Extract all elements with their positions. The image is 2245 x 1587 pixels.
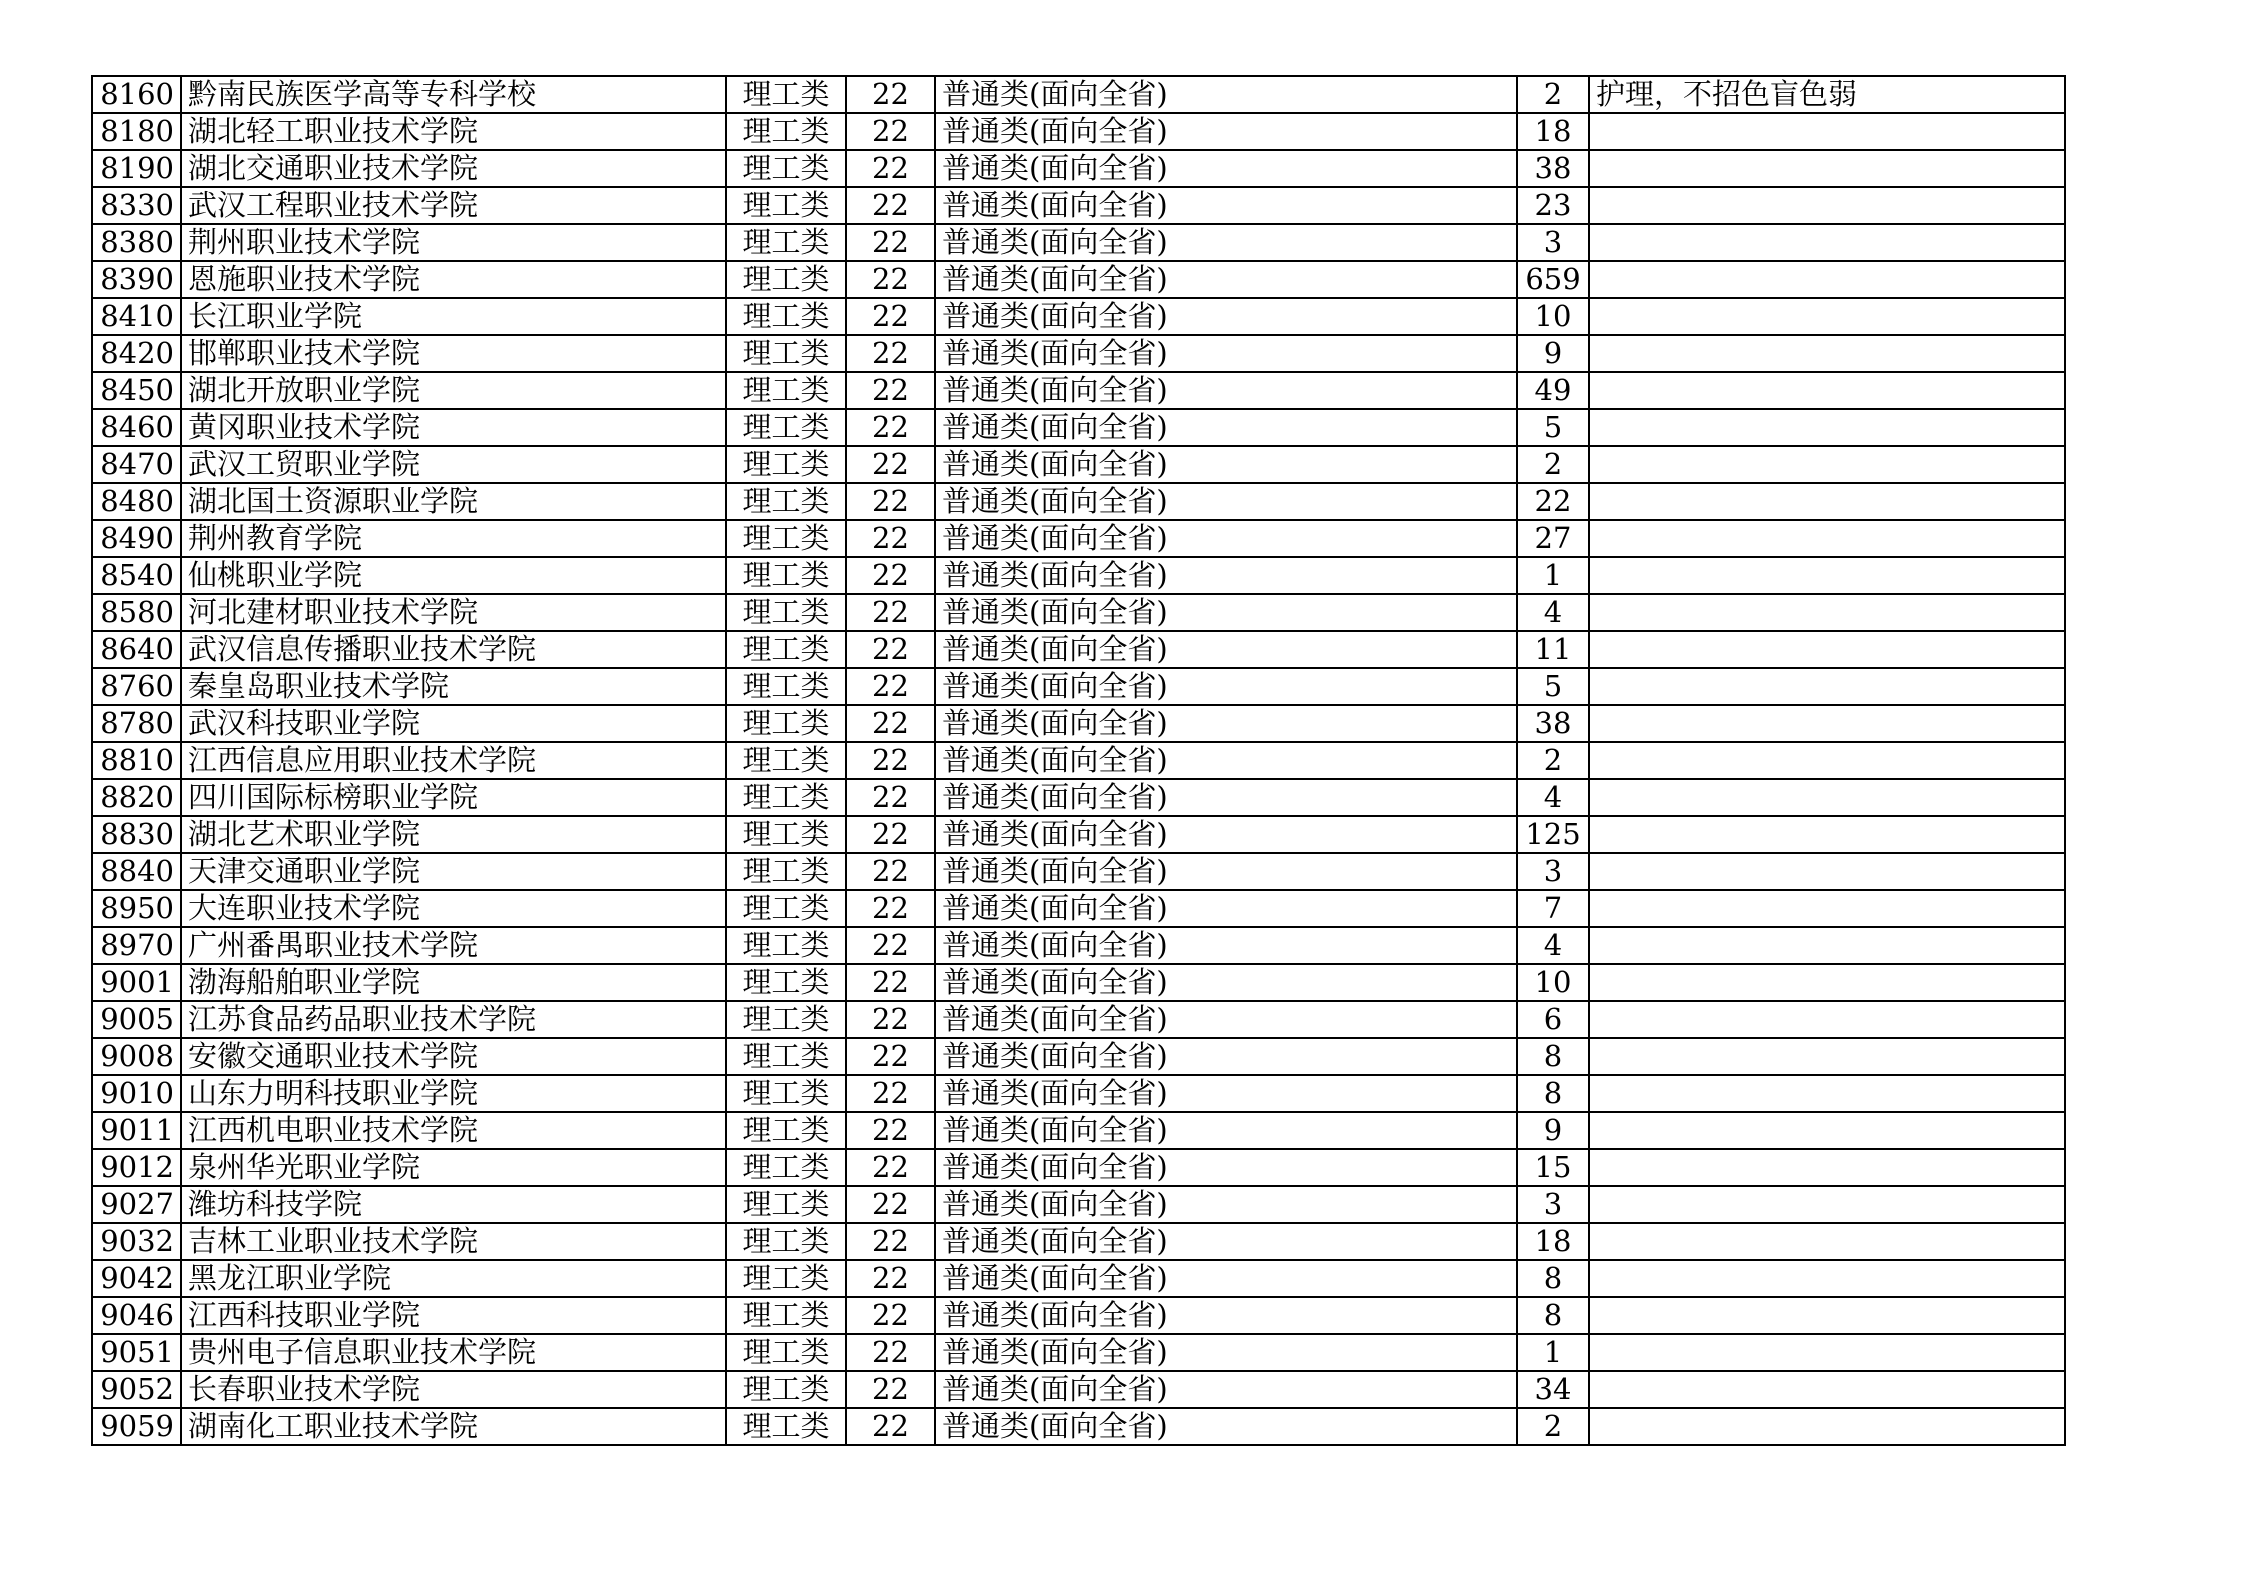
school-code-cell: 8480 <box>92 483 181 520</box>
batch-code-cell: 22 <box>846 705 935 742</box>
batch-code-cell: 22 <box>846 113 935 150</box>
plan-type-cell: 普通类(面向全省) <box>935 520 1517 557</box>
remarks-cell <box>1589 631 2065 668</box>
plan-type-cell: 普通类(面向全省) <box>935 446 1517 483</box>
plan-count-cell: 2 <box>1517 742 1589 779</box>
table-row <box>92 1149 2065 1186</box>
plan-type-cell: 普通类(面向全省) <box>935 1075 1517 1112</box>
table-row <box>92 927 2065 964</box>
table-row <box>92 409 2065 446</box>
school-code-cell: 8490 <box>92 520 181 557</box>
batch-code-cell: 22 <box>846 372 935 409</box>
school-code-cell: 8460 <box>92 409 181 446</box>
school-name-cell: 长江职业学院 <box>181 298 726 335</box>
table-row <box>92 1186 2065 1223</box>
plan-count-cell: 8 <box>1517 1297 1589 1334</box>
table-row <box>92 1075 2065 1112</box>
school-name-cell: 江西信息应用职业技术学院 <box>181 742 726 779</box>
plan-type-cell: 普通类(面向全省) <box>935 890 1517 927</box>
plan-type-cell: 普通类(面向全省) <box>935 964 1517 1001</box>
plan-type-cell: 普通类(面向全省) <box>935 261 1517 298</box>
subject-category-cell: 理工类 <box>726 964 846 1001</box>
school-name-cell: 黑龙江职业学院 <box>181 1260 726 1297</box>
remarks-cell <box>1589 150 2065 187</box>
subject-category-cell: 理工类 <box>726 409 846 446</box>
remarks-cell: 护理，不招色盲色弱 <box>1589 76 2065 113</box>
remarks-cell <box>1589 372 2065 409</box>
plan-count-cell: 10 <box>1517 964 1589 1001</box>
school-code-cell: 8820 <box>92 779 181 816</box>
plan-count-cell: 38 <box>1517 150 1589 187</box>
table-row <box>92 1260 2065 1297</box>
plan-type-cell: 普通类(面向全省) <box>935 1038 1517 1075</box>
school-code-cell: 8380 <box>92 224 181 261</box>
school-name-cell: 潍坊科技学院 <box>181 1186 726 1223</box>
school-code-cell: 8180 <box>92 113 181 150</box>
batch-code-cell: 22 <box>846 224 935 261</box>
subject-category-cell: 理工类 <box>726 1001 846 1038</box>
school-code-cell: 9051 <box>92 1334 181 1371</box>
remarks-cell <box>1589 1186 2065 1223</box>
remarks-cell <box>1589 1260 2065 1297</box>
school-name-cell: 武汉工程职业技术学院 <box>181 187 726 224</box>
batch-code-cell: 22 <box>846 816 935 853</box>
remarks-cell <box>1589 890 2065 927</box>
school-code-cell: 8830 <box>92 816 181 853</box>
table-row <box>92 594 2065 631</box>
batch-code-cell: 22 <box>846 298 935 335</box>
table-row <box>92 1371 2065 1408</box>
batch-code-cell: 22 <box>846 409 935 446</box>
school-name-cell: 邯郸职业技术学院 <box>181 335 726 372</box>
school-code-cell: 8190 <box>92 150 181 187</box>
school-name-cell: 江西机电职业技术学院 <box>181 1112 726 1149</box>
plan-type-cell: 普通类(面向全省) <box>935 1371 1517 1408</box>
subject-category-cell: 理工类 <box>726 76 846 113</box>
school-name-cell: 恩施职业技术学院 <box>181 261 726 298</box>
remarks-cell <box>1589 779 2065 816</box>
batch-code-cell: 22 <box>846 76 935 113</box>
plan-count-cell: 2 <box>1517 76 1589 113</box>
plan-count-cell: 10 <box>1517 298 1589 335</box>
table-row <box>92 520 2065 557</box>
batch-code-cell: 22 <box>846 890 935 927</box>
plan-type-cell: 普通类(面向全省) <box>935 1297 1517 1334</box>
batch-code-cell: 22 <box>846 1038 935 1075</box>
batch-code-cell: 22 <box>846 594 935 631</box>
batch-code-cell: 22 <box>846 631 935 668</box>
plan-count-cell: 22 <box>1517 483 1589 520</box>
remarks-cell <box>1589 705 2065 742</box>
school-code-cell: 9001 <box>92 964 181 1001</box>
subject-category-cell: 理工类 <box>726 261 846 298</box>
admissions-table <box>91 75 2066 1446</box>
plan-type-cell: 普通类(面向全省) <box>935 150 1517 187</box>
table-row <box>92 631 2065 668</box>
table-row <box>92 890 2065 927</box>
remarks-cell <box>1589 816 2065 853</box>
plan-type-cell: 普通类(面向全省) <box>935 298 1517 335</box>
batch-code-cell: 22 <box>846 1112 935 1149</box>
subject-category-cell: 理工类 <box>726 446 846 483</box>
subject-category-cell: 理工类 <box>726 483 846 520</box>
plan-count-cell: 9 <box>1517 335 1589 372</box>
subject-category-cell: 理工类 <box>726 187 846 224</box>
table-row <box>92 261 2065 298</box>
school-code-cell: 8780 <box>92 705 181 742</box>
batch-code-cell: 22 <box>846 261 935 298</box>
school-code-cell: 9010 <box>92 1075 181 1112</box>
plan-type-cell: 普通类(面向全省) <box>935 557 1517 594</box>
plan-type-cell: 普通类(面向全省) <box>935 224 1517 261</box>
remarks-cell <box>1589 335 2065 372</box>
remarks-cell <box>1589 1334 2065 1371</box>
school-name-cell: 仙桃职业学院 <box>181 557 726 594</box>
plan-count-cell: 18 <box>1517 1223 1589 1260</box>
plan-count-cell: 34 <box>1517 1371 1589 1408</box>
batch-code-cell: 22 <box>846 927 935 964</box>
school-code-cell: 9046 <box>92 1297 181 1334</box>
subject-category-cell: 理工类 <box>726 1260 846 1297</box>
school-name-cell: 安徽交通职业技术学院 <box>181 1038 726 1075</box>
plan-type-cell: 普通类(面向全省) <box>935 409 1517 446</box>
plan-type-cell: 普通类(面向全省) <box>935 483 1517 520</box>
table-row <box>92 483 2065 520</box>
subject-category-cell: 理工类 <box>726 594 846 631</box>
batch-code-cell: 22 <box>846 557 935 594</box>
school-name-cell: 湖北国土资源职业学院 <box>181 483 726 520</box>
table-row <box>92 779 2065 816</box>
subject-category-cell: 理工类 <box>726 1038 846 1075</box>
plan-type-cell: 普通类(面向全省) <box>935 779 1517 816</box>
batch-code-cell: 22 <box>846 853 935 890</box>
school-code-cell: 9011 <box>92 1112 181 1149</box>
plan-type-cell: 普通类(面向全省) <box>935 335 1517 372</box>
batch-code-cell: 22 <box>846 1223 935 1260</box>
table-row <box>92 964 2065 1001</box>
subject-category-cell: 理工类 <box>726 520 846 557</box>
subject-category-cell: 理工类 <box>726 1371 846 1408</box>
plan-count-cell: 659 <box>1517 261 1589 298</box>
school-code-cell: 8450 <box>92 372 181 409</box>
remarks-cell <box>1589 409 2065 446</box>
school-code-cell: 9027 <box>92 1186 181 1223</box>
table-row <box>92 705 2065 742</box>
plan-count-cell: 27 <box>1517 520 1589 557</box>
remarks-cell <box>1589 594 2065 631</box>
school-code-cell: 9052 <box>92 1371 181 1408</box>
batch-code-cell: 22 <box>846 335 935 372</box>
plan-type-cell: 普通类(面向全省) <box>935 631 1517 668</box>
batch-code-cell: 22 <box>846 668 935 705</box>
school-name-cell: 武汉工贸职业学院 <box>181 446 726 483</box>
plan-count-cell: 4 <box>1517 779 1589 816</box>
table-row <box>92 557 2065 594</box>
plan-count-cell: 3 <box>1517 224 1589 261</box>
school-code-cell: 8540 <box>92 557 181 594</box>
table-row <box>92 335 2065 372</box>
remarks-cell <box>1589 1149 2065 1186</box>
subject-category-cell: 理工类 <box>726 372 846 409</box>
plan-type-cell: 普通类(面向全省) <box>935 372 1517 409</box>
plan-type-cell: 普通类(面向全省) <box>935 853 1517 890</box>
school-name-cell: 四川国际标榜职业学院 <box>181 779 726 816</box>
batch-code-cell: 22 <box>846 1075 935 1112</box>
subject-category-cell: 理工类 <box>726 631 846 668</box>
plan-count-cell: 5 <box>1517 409 1589 446</box>
plan-type-cell: 普通类(面向全省) <box>935 1112 1517 1149</box>
table-row <box>92 1408 2065 1445</box>
school-name-cell: 秦皇岛职业技术学院 <box>181 668 726 705</box>
table-body <box>92 76 2065 1445</box>
plan-count-cell: 38 <box>1517 705 1589 742</box>
plan-count-cell: 9 <box>1517 1112 1589 1149</box>
remarks-cell <box>1589 261 2065 298</box>
table-row <box>92 1334 2065 1371</box>
plan-type-cell: 普通类(面向全省) <box>935 668 1517 705</box>
table-row <box>92 742 2065 779</box>
school-code-cell: 9059 <box>92 1408 181 1445</box>
plan-count-cell: 3 <box>1517 1186 1589 1223</box>
plan-type-cell: 普通类(面向全省) <box>935 1260 1517 1297</box>
plan-count-cell: 6 <box>1517 1001 1589 1038</box>
plan-count-cell: 7 <box>1517 890 1589 927</box>
table-row <box>92 1001 2065 1038</box>
batch-code-cell: 22 <box>846 964 935 1001</box>
plan-count-cell: 4 <box>1517 594 1589 631</box>
table-row <box>92 224 2065 261</box>
batch-code-cell: 22 <box>846 1149 935 1186</box>
batch-code-cell: 22 <box>846 742 935 779</box>
table-row <box>92 150 2065 187</box>
remarks-cell <box>1589 446 2065 483</box>
school-code-cell: 8810 <box>92 742 181 779</box>
plan-type-cell: 普通类(面向全省) <box>935 742 1517 779</box>
table-row <box>92 853 2065 890</box>
remarks-cell <box>1589 187 2065 224</box>
school-name-cell: 黔南民族医学高等专科学校 <box>181 76 726 113</box>
school-name-cell: 长春职业技术学院 <box>181 1371 726 1408</box>
school-code-cell: 8640 <box>92 631 181 668</box>
subject-category-cell: 理工类 <box>726 1223 846 1260</box>
school-name-cell: 湖北轻工职业技术学院 <box>181 113 726 150</box>
plan-type-cell: 普通类(面向全省) <box>935 187 1517 224</box>
remarks-cell <box>1589 742 2065 779</box>
subject-category-cell: 理工类 <box>726 705 846 742</box>
table-row <box>92 668 2065 705</box>
school-name-cell: 荆州职业技术学院 <box>181 224 726 261</box>
batch-code-cell: 22 <box>846 1260 935 1297</box>
table-row <box>92 187 2065 224</box>
table-row <box>92 113 2065 150</box>
plan-type-cell: 普通类(面向全省) <box>935 927 1517 964</box>
school-name-cell: 武汉科技职业学院 <box>181 705 726 742</box>
remarks-cell <box>1589 668 2065 705</box>
plan-type-cell: 普通类(面向全省) <box>935 1223 1517 1260</box>
plan-count-cell: 125 <box>1517 816 1589 853</box>
table-row <box>92 446 2065 483</box>
remarks-cell <box>1589 1112 2065 1149</box>
plan-type-cell: 普通类(面向全省) <box>935 113 1517 150</box>
school-name-cell: 吉林工业职业技术学院 <box>181 1223 726 1260</box>
plan-count-cell: 15 <box>1517 1149 1589 1186</box>
subject-category-cell: 理工类 <box>726 742 846 779</box>
subject-category-cell: 理工类 <box>726 779 846 816</box>
school-name-cell: 广州番禺职业技术学院 <box>181 927 726 964</box>
table-row <box>92 1297 2065 1334</box>
subject-category-cell: 理工类 <box>726 1075 846 1112</box>
plan-count-cell: 8 <box>1517 1038 1589 1075</box>
plan-count-cell: 11 <box>1517 631 1589 668</box>
school-code-cell: 8580 <box>92 594 181 631</box>
school-code-cell: 8950 <box>92 890 181 927</box>
batch-code-cell: 22 <box>846 1297 935 1334</box>
school-name-cell: 泉州华光职业学院 <box>181 1149 726 1186</box>
plan-count-cell: 4 <box>1517 927 1589 964</box>
plan-type-cell: 普通类(面向全省) <box>935 1408 1517 1445</box>
school-name-cell: 贵州电子信息职业技术学院 <box>181 1334 726 1371</box>
school-code-cell: 9042 <box>92 1260 181 1297</box>
batch-code-cell: 22 <box>846 187 935 224</box>
batch-code-cell: 22 <box>846 1001 935 1038</box>
batch-code-cell: 22 <box>846 1186 935 1223</box>
plan-count-cell: 5 <box>1517 668 1589 705</box>
admissions-table-sheet <box>91 75 2066 1446</box>
school-code-cell: 8390 <box>92 261 181 298</box>
school-name-cell: 黄冈职业技术学院 <box>181 409 726 446</box>
subject-category-cell: 理工类 <box>726 1334 846 1371</box>
remarks-cell <box>1589 1038 2065 1075</box>
table-row <box>92 1038 2065 1075</box>
table-row <box>92 372 2065 409</box>
school-name-cell: 湖北开放职业学院 <box>181 372 726 409</box>
subject-category-cell: 理工类 <box>726 853 846 890</box>
remarks-cell <box>1589 964 2065 1001</box>
plan-count-cell: 23 <box>1517 187 1589 224</box>
school-name-cell: 大连职业技术学院 <box>181 890 726 927</box>
table-row <box>92 1112 2065 1149</box>
school-name-cell: 湖北交通职业技术学院 <box>181 150 726 187</box>
table-row <box>92 76 2065 113</box>
table-row <box>92 298 2065 335</box>
subject-category-cell: 理工类 <box>726 668 846 705</box>
plan-type-cell: 普通类(面向全省) <box>935 816 1517 853</box>
school-code-cell: 8160 <box>92 76 181 113</box>
batch-code-cell: 22 <box>846 1334 935 1371</box>
remarks-cell <box>1589 520 2065 557</box>
plan-count-cell: 49 <box>1517 372 1589 409</box>
remarks-cell <box>1589 1371 2065 1408</box>
school-code-cell: 8760 <box>92 668 181 705</box>
school-code-cell: 8330 <box>92 187 181 224</box>
plan-count-cell: 2 <box>1517 446 1589 483</box>
school-name-cell: 山东力明科技职业学院 <box>181 1075 726 1112</box>
plan-count-cell: 18 <box>1517 113 1589 150</box>
table-row <box>92 1223 2065 1260</box>
school-name-cell: 江苏食品药品职业技术学院 <box>181 1001 726 1038</box>
school-code-cell: 8840 <box>92 853 181 890</box>
plan-type-cell: 普通类(面向全省) <box>935 705 1517 742</box>
batch-code-cell: 22 <box>846 1371 935 1408</box>
subject-category-cell: 理工类 <box>726 557 846 594</box>
school-name-cell: 河北建材职业技术学院 <box>181 594 726 631</box>
subject-category-cell: 理工类 <box>726 298 846 335</box>
remarks-cell <box>1589 224 2065 261</box>
batch-code-cell: 22 <box>846 1408 935 1445</box>
subject-category-cell: 理工类 <box>726 1297 846 1334</box>
school-code-cell: 9012 <box>92 1149 181 1186</box>
plan-type-cell: 普通类(面向全省) <box>935 76 1517 113</box>
plan-count-cell: 8 <box>1517 1260 1589 1297</box>
school-name-cell: 湖南化工职业技术学院 <box>181 1408 726 1445</box>
batch-code-cell: 22 <box>846 779 935 816</box>
subject-category-cell: 理工类 <box>726 113 846 150</box>
subject-category-cell: 理工类 <box>726 1112 846 1149</box>
school-code-cell: 9005 <box>92 1001 181 1038</box>
plan-count-cell: 1 <box>1517 557 1589 594</box>
remarks-cell <box>1589 557 2065 594</box>
remarks-cell <box>1589 927 2065 964</box>
plan-count-cell: 2 <box>1517 1408 1589 1445</box>
subject-category-cell: 理工类 <box>726 890 846 927</box>
plan-type-cell: 普通类(面向全省) <box>935 1334 1517 1371</box>
school-name-cell: 荆州教育学院 <box>181 520 726 557</box>
plan-type-cell: 普通类(面向全省) <box>935 594 1517 631</box>
plan-type-cell: 普通类(面向全省) <box>935 1186 1517 1223</box>
table-row <box>92 816 2065 853</box>
subject-category-cell: 理工类 <box>726 224 846 261</box>
plan-count-cell: 1 <box>1517 1334 1589 1371</box>
subject-category-cell: 理工类 <box>726 150 846 187</box>
subject-category-cell: 理工类 <box>726 927 846 964</box>
subject-category-cell: 理工类 <box>726 1186 846 1223</box>
subject-category-cell: 理工类 <box>726 1408 846 1445</box>
batch-code-cell: 22 <box>846 446 935 483</box>
subject-category-cell: 理工类 <box>726 816 846 853</box>
remarks-cell <box>1589 298 2065 335</box>
remarks-cell <box>1589 1297 2065 1334</box>
school-name-cell: 武汉信息传播职业技术学院 <box>181 631 726 668</box>
school-code-cell: 8410 <box>92 298 181 335</box>
remarks-cell <box>1589 1001 2065 1038</box>
remarks-cell <box>1589 1223 2065 1260</box>
plan-type-cell: 普通类(面向全省) <box>935 1149 1517 1186</box>
remarks-cell <box>1589 483 2065 520</box>
batch-code-cell: 22 <box>846 150 935 187</box>
school-code-cell: 9008 <box>92 1038 181 1075</box>
school-name-cell: 天津交通职业学院 <box>181 853 726 890</box>
school-name-cell: 湖北艺术职业学院 <box>181 816 726 853</box>
school-code-cell: 9032 <box>92 1223 181 1260</box>
plan-count-cell: 8 <box>1517 1075 1589 1112</box>
batch-code-cell: 22 <box>846 483 935 520</box>
school-code-cell: 8420 <box>92 335 181 372</box>
school-code-cell: 8970 <box>92 927 181 964</box>
subject-category-cell: 理工类 <box>726 1149 846 1186</box>
remarks-cell <box>1589 1075 2065 1112</box>
remarks-cell <box>1589 853 2065 890</box>
subject-category-cell: 理工类 <box>726 335 846 372</box>
plan-type-cell: 普通类(面向全省) <box>935 1001 1517 1038</box>
batch-code-cell: 22 <box>846 520 935 557</box>
remarks-cell <box>1589 113 2065 150</box>
plan-count-cell: 3 <box>1517 853 1589 890</box>
school-name-cell: 渤海船舶职业学院 <box>181 964 726 1001</box>
school-name-cell: 江西科技职业学院 <box>181 1297 726 1334</box>
remarks-cell <box>1589 1408 2065 1445</box>
school-code-cell: 8470 <box>92 446 181 483</box>
